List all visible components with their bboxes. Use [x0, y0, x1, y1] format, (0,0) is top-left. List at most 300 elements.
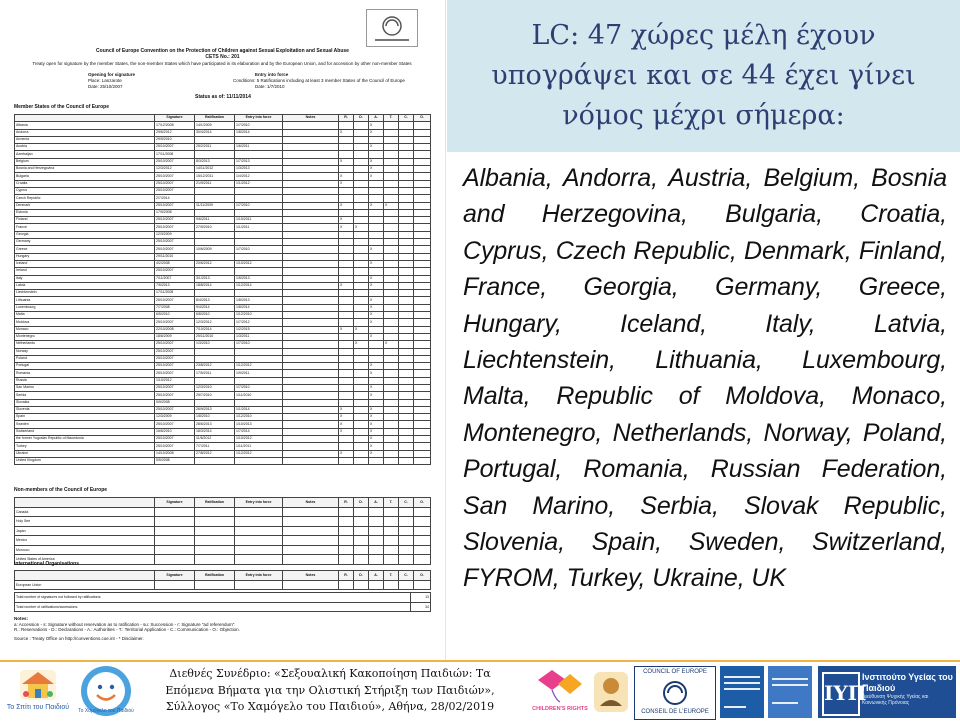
member-cell: [384, 195, 399, 202]
non-member-cell: [155, 555, 195, 565]
member-cell: 1/10/2012: [235, 436, 283, 443]
member-cell: [384, 406, 399, 413]
member-cell: 1/3/2013: [235, 166, 283, 173]
non-member-cell: [399, 536, 414, 546]
member-cell: [414, 319, 431, 326]
council-of-europe-logo: [366, 9, 418, 47]
member-cell: [369, 253, 384, 260]
member-cell: [354, 202, 369, 209]
member-cell: 14/11/2012: [195, 166, 235, 173]
member-table-row: [15, 363, 431, 370]
member-cell: X: [369, 428, 384, 435]
member-table-row: [15, 333, 431, 340]
greek-sign-language-logo: [592, 666, 630, 718]
member-cell: [414, 151, 431, 158]
member-country-cell: Georgia: [15, 231, 155, 238]
member-cell: [369, 457, 384, 464]
non-member-cell: [235, 545, 283, 555]
member-cell: [283, 158, 339, 165]
member-cell: [283, 450, 339, 457]
member-cell: 11/6/2012: [195, 436, 235, 443]
member-cell: [399, 282, 414, 289]
member-cell: 25/10/2007: [155, 370, 195, 377]
member-cell: [399, 414, 414, 421]
member-cell: X: [384, 202, 399, 209]
member-cell: 25/10/2007: [155, 319, 195, 326]
member-cell: 27/8/2012: [195, 450, 235, 457]
treaty-document-image: [0, 0, 446, 660]
member-country-cell: Malta: [15, 312, 155, 319]
non-member-cell: [414, 507, 431, 517]
member-cell: 11/11/2009: [195, 202, 235, 209]
member-cell: [339, 436, 354, 443]
member-cell: [339, 348, 354, 355]
non-member-col-header: O.: [414, 498, 431, 508]
member-cell: [354, 253, 369, 260]
member-cell: 25/10/2007: [155, 421, 195, 428]
intl-cell: [339, 580, 354, 590]
totals-value: 13: [411, 593, 431, 603]
member-col-header: D.: [354, 115, 369, 122]
member-country-cell: Lithuania: [15, 297, 155, 304]
member-cell: 25/10/2007: [155, 187, 195, 194]
member-cell: X: [369, 319, 384, 326]
member-cell: [283, 187, 339, 194]
member-cell: [339, 304, 354, 311]
member-table-row: [15, 421, 431, 428]
doc-non-member-section: Non-members of the Council of Europe: [14, 487, 108, 493]
member-cell: X: [384, 341, 399, 348]
member-cell: 1/8/2014: [235, 304, 283, 311]
member-cell: 18/6/2009: [155, 333, 195, 340]
member-cell: [414, 392, 431, 399]
member-country-cell: Iceland: [15, 260, 155, 267]
member-cell: [235, 268, 283, 275]
member-cell: [339, 290, 354, 297]
member-cell: [283, 384, 339, 391]
member-col-header: Notes: [283, 115, 339, 122]
member-cell: 17/12/2008: [155, 122, 195, 129]
doc-opening-place: Place: Lanzarote: [88, 78, 122, 83]
member-cell: [354, 231, 369, 238]
member-table-row: [15, 246, 431, 253]
member-cell: [339, 363, 354, 370]
member-cell: [235, 377, 283, 384]
member-cell: [283, 173, 339, 180]
member-cell: [339, 195, 354, 202]
member-table-row: [15, 341, 431, 348]
member-cell: 25/10/2007: [155, 297, 195, 304]
member-table-header-row: [15, 115, 431, 122]
member-cell: 1/7/2010: [235, 122, 283, 129]
member-cell: X: [369, 144, 384, 151]
doc-entry-date: Date: 1/7/2010: [255, 84, 285, 89]
member-cell: [369, 399, 384, 406]
member-cell: [195, 136, 235, 143]
member-cell: [399, 202, 414, 209]
member-cell: 1/6/2011: [235, 144, 283, 151]
member-cell: [283, 421, 339, 428]
member-cell: X: [369, 246, 384, 253]
member-cell: [283, 436, 339, 443]
member-cell: 7/7/2008: [155, 304, 195, 311]
member-cell: [414, 224, 431, 231]
member-country-cell: Germany: [15, 239, 155, 246]
member-cell: [283, 457, 339, 464]
member-cell: 9/6/2011: [195, 217, 235, 224]
member-cell: [195, 151, 235, 158]
non-member-cell: [354, 555, 369, 565]
non-member-cell: [354, 536, 369, 546]
member-cell: 1/8/2013: [235, 297, 283, 304]
member-cell: [354, 173, 369, 180]
member-cell: X: [369, 443, 384, 450]
member-cell: [354, 319, 369, 326]
member-cell: X: [369, 414, 384, 421]
non-member-col-header: T.: [384, 498, 399, 508]
intl-cell: [195, 580, 235, 590]
member-cell: [384, 377, 399, 384]
member-cell: [384, 370, 399, 377]
childrens-rights-text: CHILDREN'S RIGHTS: [532, 706, 588, 712]
member-cell: X: [369, 384, 384, 391]
member-cell: X: [339, 421, 354, 428]
member-cell: [384, 428, 399, 435]
member-cell: [369, 377, 384, 384]
member-cell: [414, 187, 431, 194]
member-cell: 7/11/2007: [155, 275, 195, 282]
non-member-cell: [155, 507, 195, 517]
doc-notes-a: a: Accession - s: Signature without reservation as to ratification - su: Succession - r: Signature "ad referendum".: [14, 621, 236, 627]
member-country-cell: Czech Republic: [15, 195, 155, 202]
member-cell: [195, 348, 235, 355]
member-cell: [235, 355, 283, 362]
member-cell: 12/3/2009: [155, 231, 195, 238]
member-cell: [399, 457, 414, 464]
intl-cell: [414, 580, 431, 590]
non-member-cell: [339, 545, 354, 555]
non-member-cell: [283, 536, 339, 546]
non-member-country-cell: United States of America: [15, 555, 155, 565]
member-cell: [414, 166, 431, 173]
member-cell: 1/7/2010: [235, 341, 283, 348]
non-member-cell: [339, 517, 354, 527]
intl-col-header: Notes: [283, 571, 339, 581]
non-member-cell: [354, 526, 369, 536]
member-col-header: A.: [369, 115, 384, 122]
member-country-cell: Liechtenstein: [15, 290, 155, 297]
member-cell: [283, 363, 339, 370]
ich-name: Ινστιτούτο Υγείας του Παιδιού: [862, 672, 953, 693]
spiti-logo-text: Το Σπίτι του Παιδιού: [6, 704, 70, 711]
member-table-row: [15, 166, 431, 173]
doc-opening-label: Opening for signature: [88, 72, 136, 77]
member-cell: [283, 392, 339, 399]
member-cell: [283, 297, 339, 304]
member-cell: [339, 370, 354, 377]
non-member-cell: [369, 507, 384, 517]
member-table-row: [15, 158, 431, 165]
member-country-cell: Slovakia: [15, 399, 155, 406]
coe-label-en: COUNCIL OF EUROPE: [643, 669, 707, 675]
member-cell: [235, 231, 283, 238]
member-cell: [399, 436, 414, 443]
member-cell: [354, 377, 369, 384]
member-cell: [354, 421, 369, 428]
member-table-row: [15, 406, 431, 413]
non-member-col-header: [15, 498, 155, 508]
member-cell: [414, 414, 431, 421]
member-cell: 1/3/2011: [235, 333, 283, 340]
member-cell: 1/7/2012: [235, 319, 283, 326]
member-cell: [354, 304, 369, 311]
member-cell: [414, 290, 431, 297]
member-cell: 27/9/2010: [195, 224, 235, 231]
member-cell: 7/7/2011: [195, 443, 235, 450]
member-cell: X: [339, 158, 354, 165]
member-cell: [339, 275, 354, 282]
member-cell: [283, 144, 339, 151]
member-cell: 12/3/2009: [155, 414, 195, 421]
member-col-header: C.: [399, 115, 414, 122]
member-cell: [339, 239, 354, 246]
member-cell: [399, 224, 414, 231]
member-country-cell: Montenegro: [15, 333, 155, 340]
member-col-header: Signature: [155, 115, 195, 122]
footer-divider: [0, 660, 960, 662]
intl-col-header: Entry into force: [235, 571, 283, 581]
member-cell: [354, 122, 369, 129]
member-country-cell: Poland: [15, 355, 155, 362]
member-cell: [414, 436, 431, 443]
member-cell: [354, 129, 369, 136]
member-cell: X: [354, 224, 369, 231]
member-cell: [384, 304, 399, 311]
member-cell: [399, 253, 414, 260]
member-cell: X: [369, 158, 384, 165]
member-cell: [339, 231, 354, 238]
non-member-country-cell: Holy See: [15, 517, 155, 527]
member-cell: [414, 333, 431, 340]
non-member-table-row: [15, 545, 431, 555]
member-cell: [399, 312, 414, 319]
member-col-header: T.: [384, 115, 399, 122]
member-country-cell: Spain: [15, 414, 155, 421]
member-cell: X: [369, 202, 384, 209]
member-cell: [283, 180, 339, 187]
member-table-row: [15, 180, 431, 187]
non-member-cell: [155, 545, 195, 555]
member-cell: 9/9/2008: [155, 399, 195, 406]
member-cell: 4/2/2008: [155, 260, 195, 267]
member-cell: [414, 450, 431, 457]
member-cell: [339, 443, 354, 450]
non-member-col-header: A.: [369, 498, 384, 508]
non-member-cell: [339, 526, 354, 536]
spiti-tou-paidiou-logo: [6, 668, 70, 716]
non-member-cell: [354, 507, 369, 517]
member-cell: [354, 414, 369, 421]
totals-label: Total number of ratifications/accessions:: [15, 602, 411, 612]
member-cell: X: [369, 304, 384, 311]
member-cell: [283, 341, 339, 348]
non-member-cell: [235, 517, 283, 527]
conference-line-3: Σύλλογος «Το Χαμόγελο του Παιδιού», Αθήνα, 28/02/2019: [165, 700, 495, 713]
member-cell: X: [339, 224, 354, 231]
member-cell: [283, 312, 339, 319]
non-member-cell: [283, 526, 339, 536]
member-cell: [283, 122, 339, 129]
member-cell: [283, 377, 339, 384]
member-cell: [399, 326, 414, 333]
member-cell: X: [339, 326, 354, 333]
member-cell: X: [369, 436, 384, 443]
member-cell: 1/12/2010: [235, 414, 283, 421]
member-cell: X: [339, 406, 354, 413]
member-table-row: [15, 414, 431, 421]
xamogelo-logo: [78, 664, 134, 718]
member-cell: [195, 457, 235, 464]
member-cell: [339, 209, 354, 216]
intl-col-header: Signature: [155, 571, 195, 581]
member-cell: [369, 187, 384, 194]
member-cell: [339, 268, 354, 275]
member-cell: [384, 239, 399, 246]
member-cell: [354, 370, 369, 377]
member-cell: [283, 275, 339, 282]
member-cell: 25/10/2007: [155, 173, 195, 180]
member-cell: [235, 151, 283, 158]
non-member-cell: [369, 536, 384, 546]
member-cell: X: [369, 297, 384, 304]
member-table-row: [15, 136, 431, 143]
intl-col-header: T.: [384, 571, 399, 581]
member-cell: 8/3/2013: [195, 158, 235, 165]
member-cell: [384, 209, 399, 216]
non-member-cell: [339, 507, 354, 517]
member-country-cell: Andorra: [15, 129, 155, 136]
member-cell: [195, 231, 235, 238]
member-country-cell: Bosnia and Herzegovina: [15, 166, 155, 173]
member-cell: [399, 158, 414, 165]
member-cell: [384, 319, 399, 326]
member-table-row: [15, 297, 431, 304]
doc-notes-label: Notes:: [14, 616, 29, 621]
member-cell: 1/7/2010: [235, 202, 283, 209]
member-cell: [384, 173, 399, 180]
member-cell: 12/3/2012: [195, 319, 235, 326]
member-cell: 28/6/2013: [195, 421, 235, 428]
member-cell: 25/10/2007: [155, 202, 195, 209]
member-cell: [339, 144, 354, 151]
member-cell: [283, 136, 339, 143]
member-cell: X: [339, 180, 354, 187]
member-col-header: R.: [339, 115, 354, 122]
member-cell: 25/10/2007: [155, 217, 195, 224]
member-cell: [283, 202, 339, 209]
member-cell: [384, 224, 399, 231]
member-table-row: [15, 326, 431, 333]
member-table-row: [15, 268, 431, 275]
member-cell: [384, 436, 399, 443]
member-cell: [283, 443, 339, 450]
member-cell: [354, 187, 369, 194]
intl-cell: [155, 580, 195, 590]
member-country-cell: Ukraine: [15, 450, 155, 457]
member-cell: [384, 312, 399, 319]
member-cell: [399, 173, 414, 180]
member-cell: [339, 187, 354, 194]
member-cell: [354, 246, 369, 253]
member-cell: 6/5/2010: [155, 312, 195, 319]
member-cell: [354, 166, 369, 173]
non-member-country-cell: Morocco: [15, 545, 155, 555]
member-table-row: [15, 443, 431, 450]
member-cell: 25/10/2007: [155, 239, 195, 246]
member-table-row: [15, 231, 431, 238]
member-country-cell: Estonia: [15, 209, 155, 216]
member-cell: [339, 136, 354, 143]
member-cell: 7/5/2013: [155, 282, 195, 289]
member-cell: [414, 326, 431, 333]
member-cell: [354, 443, 369, 450]
member-cell: [354, 450, 369, 457]
member-cell: [414, 260, 431, 267]
member-cell: [399, 377, 414, 384]
member-cell: 25/10/2007: [155, 144, 195, 151]
member-table-row: [15, 260, 431, 267]
non-member-table-row: [15, 526, 431, 536]
member-cell: [354, 144, 369, 151]
member-cell: [414, 377, 431, 384]
non-member-cell: [369, 517, 384, 527]
xamogelo-logo-text: Το Χαμόγελο του Παιδιού: [78, 708, 134, 714]
member-cell: [414, 158, 431, 165]
member-cell: 1/4/2012: [235, 173, 283, 180]
member-cell: [384, 260, 399, 267]
member-country-cell: Bulgaria: [15, 173, 155, 180]
member-cell: X: [369, 392, 384, 399]
member-cell: [399, 297, 414, 304]
member-cell: [283, 326, 339, 333]
member-col-header: Entry into force: [235, 115, 283, 122]
member-cell: 1/1/2011: [235, 224, 283, 231]
member-cell: [354, 355, 369, 362]
member-cell: [339, 384, 354, 391]
member-cell: 25/10/2007: [155, 392, 195, 399]
member-cell: [283, 151, 339, 158]
member-cell: X: [369, 129, 384, 136]
member-cell: [369, 348, 384, 355]
non-member-cell: [399, 555, 414, 565]
member-cell: 25/10/2007: [155, 406, 195, 413]
member-cell: [354, 260, 369, 267]
member-cell: 2/7/2014: [155, 195, 195, 202]
member-cell: [384, 450, 399, 457]
member-cell: [399, 217, 414, 224]
non-member-table-row: [15, 507, 431, 517]
member-cell: [414, 457, 431, 464]
member-cell: X: [369, 370, 384, 377]
member-country-cell: Latvia: [15, 282, 155, 289]
member-table-row: [15, 290, 431, 297]
member-cell: 25/2/2011: [195, 144, 235, 151]
member-cell: [283, 333, 339, 340]
member-cell: 1/2/2015: [235, 326, 283, 333]
member-cell: 1/5/2013: [235, 275, 283, 282]
member-country-cell: Belgium: [15, 158, 155, 165]
member-cell: [369, 290, 384, 297]
